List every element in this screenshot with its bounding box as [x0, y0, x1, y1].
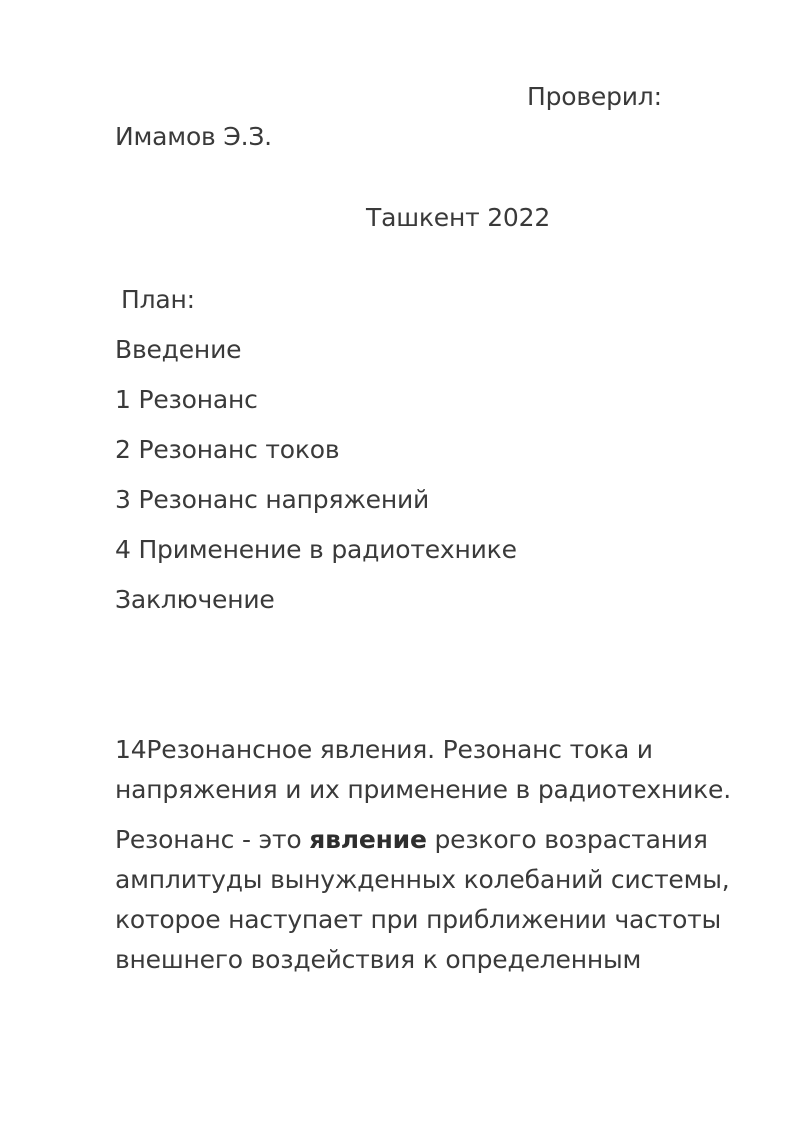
definition-line: внешнего воздействия к определенным — [115, 945, 642, 974]
toc-item-voltage-resonance: 3 Резонанс напряжений — [115, 485, 430, 514]
definition-text: резкого возрастания — [426, 825, 708, 854]
definition-bold-term: явление — [309, 825, 427, 854]
toc-item-radio-application: 4 Применение в радиотехнике — [115, 535, 517, 564]
definition-text: Резонанс - это — [115, 825, 310, 854]
examiner-name: Имамов Э.З. — [115, 122, 272, 151]
topic-line: 14Резонансное явления. Резонанс тока и — [115, 735, 653, 764]
definition-paragraph — [115, 820, 775, 980]
city-year: Ташкент 2022 — [366, 203, 551, 232]
plan-title: План: — [121, 285, 195, 314]
toc-item-current-resonance: 2 Резонанс токов — [115, 435, 340, 464]
definition-line: амплитуды вынужденных колебаний системы, — [115, 865, 730, 894]
topic-line: напряжения и их применение в радиотехнике. — [115, 775, 731, 804]
toc-item-resonance: 1 Резонанс — [115, 385, 258, 414]
topic-heading — [115, 730, 775, 810]
definition-line — [115, 820, 775, 860]
definition-line: которое наступает при приближении частоты — [115, 905, 722, 934]
checked-by-label: Проверил: — [527, 82, 662, 111]
toc-item-conclusion: Заключение — [115, 585, 275, 614]
toc-item-introduction: Введение — [115, 335, 242, 364]
